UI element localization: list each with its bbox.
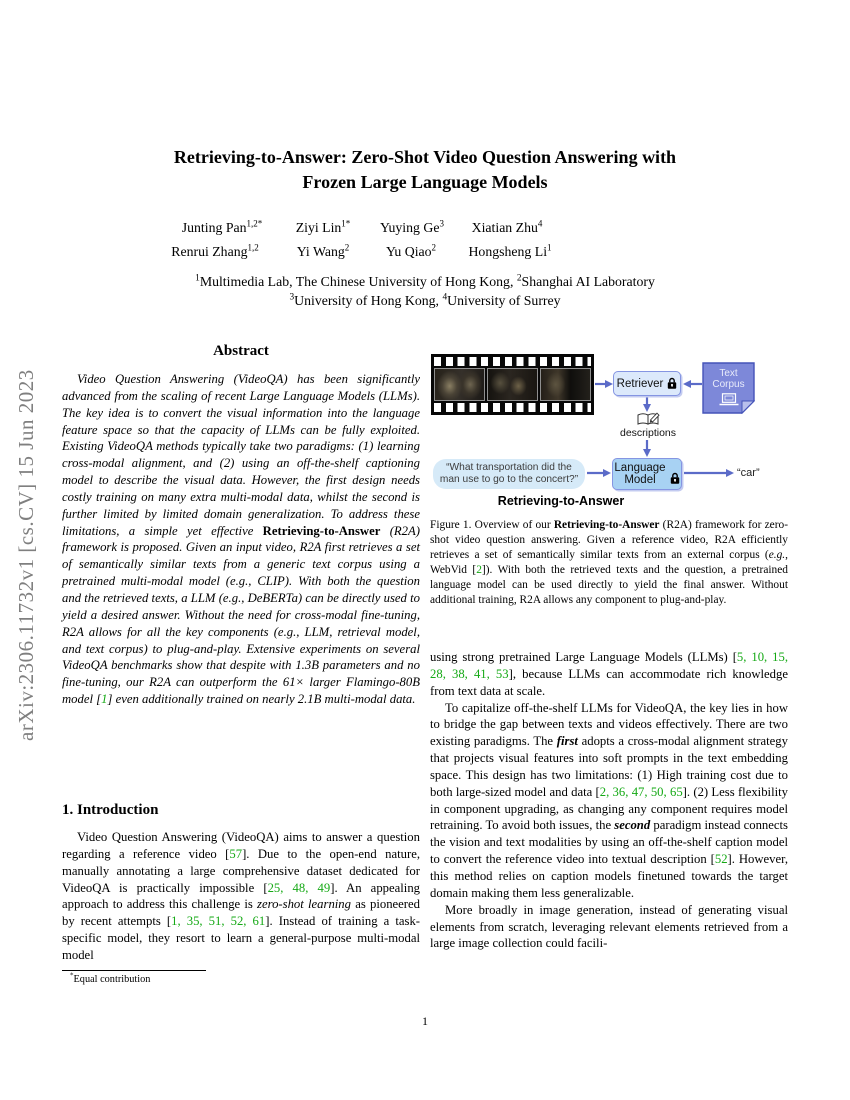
citation-link[interactable]: 52: [714, 852, 728, 867]
video-frame-2: [487, 368, 538, 401]
affiliations-line2: $^3$University of Hong Kong, $^4$University of Surrey: [289, 292, 561, 308]
intro-paragraph: Video Question Answering (VideoQA) aims to answer a question regarding a reference video [57]. Due to the open-end nature, manually annotating a large comprehensive dataset dedicated for VideoQA is practically impossible [25, 48, 49]. An appealing approach to address this challenge is zero-shot learning as pioneered by recent attempts [1, 35, 51, 52, 61]. Instead of training a task-specific model, they resort to learn a general-purpose multi-modal model: [62, 830, 421, 962]
arrow-corpus-to-retriever: [682, 379, 702, 389]
abstract-body: Video Question Answering (VideoQA) has been significantly advanced from the scaling of recent Large Language Models (LLMs). The key idea is to convert the visual information into the language feature space so that the capacity of LLMs can be fully exploited. Existing VideoQA methods typically take two paradigms: (1) learning cross-modal alignment, and (2) using an off-the-shelf captioning model to describe the visual data. However, the first design needs costly training on many extra multi-modal data, whilst the second is further limited by limited domain generalization. To address these limitations, a simple yet effective Retrieving-to-Answer (R2A) framework is proposed. Given an input video, R2A first retrieves a set of semantically similar texts from a generic text corpus using a pretrained multi-modal model (e.g., CLIP). With both the question and the retrieved texts, a LLM (e.g., DeBERTa) can be directly used to yield a desired answer. Without the need for cross-modal fine-tuning, R2A allows for all the key components (e.g., LLM, retrieval model, and text corpus) to plug-and-play. Extensive experiments on several VideoQA benchmarks show that despite with 1.3B parameters and no fine-tuning, our R2A can outperform the 61× larger Flamingo-80B model [1] even additionally trained on nearly 2.1B multi-modal data.: [62, 372, 420, 707]
language-model-box: [612, 458, 682, 490]
body-paragraph: To capitalize off-the-shelf LLMs for VideoQA, the key lies in how to bridge the gap between texts and videos effectively. There are two existing paradigms. The first adopts a cross-modal alignment strategy that projects visual features into soft prompts in the text embedding space. This design has two limitations: (1) High training cost due to both large-sized model and data [2, 36, 47, 50, 65]. (2) Less flexibility in component upgrading, as changing any component requires model retraining. To avoid both issues, the second paradigm instead connects the vision and text modalities by using an off-the-shelf caption model to convert the reference video into textual description [52]. However, this method relies on caption models finetuned towards the target domain making them less generalizable.: [430, 700, 789, 900]
author-name: Hongsheng Li$^1$: [468, 242, 552, 259]
question-line2: man use to go to the concert?”: [439, 474, 579, 485]
author-name: Yuying Ge$^3$: [380, 218, 444, 235]
film-sprocket-holes-top: [434, 357, 591, 366]
citation-link[interactable]: 2, 36, 47, 50, 65: [599, 784, 683, 799]
arxiv-stamp: arXiv:2306.11732v1 [cs.CV] 15 Jun 2023: [14, 369, 38, 741]
video-frame-3: [540, 368, 591, 401]
paper-title-line1: Retrieving-to-Answer: Zero-Shot Video Question Answering with: [173, 147, 677, 167]
author-name: Renrui Zhang$^{1,2}$: [171, 242, 259, 259]
diagram-title: Retrieving-to-Answer: [497, 494, 625, 508]
arrow-descriptions-to-lm: [642, 440, 652, 457]
right-column-body: [430, 649, 788, 952]
citation-link[interactable]: 25, 48, 49: [267, 880, 331, 895]
film-strip: [431, 354, 594, 415]
arrow-video-to-retriever: [595, 379, 613, 389]
text-corpus-label-line2: Corpus: [712, 379, 745, 390]
question-bubble: [433, 459, 585, 489]
figure-1-diagram: [430, 346, 790, 516]
abstract-heading: Abstract: [213, 343, 269, 359]
film-sprocket-holes-bottom: [434, 403, 591, 412]
video-frame-1: [434, 368, 485, 401]
page-number: 1: [422, 1014, 428, 1028]
lock-icon: [670, 472, 680, 485]
laptop-icon: [719, 393, 739, 406]
arrow-retriever-to-descriptions: [642, 397, 652, 412]
citation-link[interactable]: 1, 35, 51, 52, 61: [171, 914, 266, 929]
author-name: Junting Pan$^{1,2*}$: [181, 218, 263, 235]
descriptions-label: descriptions: [619, 427, 677, 439]
descriptions-icon: [636, 411, 660, 427]
text-corpus-label-line1: Text: [719, 368, 738, 379]
author-name: Yu Qiao$^2$: [385, 242, 437, 259]
section-heading-introduction: 1. Introduction: [62, 802, 159, 818]
paper-title: [70, 145, 780, 195]
lock-icon: [667, 377, 677, 390]
affiliations-line1: $^1$Multimedia Lab, The Chinese University of Hong Kong, $^2$Shanghai AI Laboratory: [195, 273, 655, 289]
retriever-box: [613, 371, 681, 396]
footnote-rule: [62, 970, 206, 971]
footnote-equal-contribution: *Equal contribution: [70, 971, 151, 985]
text-corpus-note: [702, 362, 755, 414]
paper-title-line2: Frozen Large Language Models: [302, 172, 548, 192]
citation-link[interactable]: 1: [101, 692, 108, 707]
arrow-lm-to-answer: [684, 468, 734, 478]
retriever-label: Retriever: [616, 377, 664, 390]
body-paragraph: using strong pretrained Large Language Models (LLMs) [5, 10, 15, 28, 38, 41, 53], because LLMs can accommodate rich knowledge from text data at scale.: [430, 650, 789, 698]
answer-text: “car”: [737, 467, 760, 479]
author-name: Ziyi Lin$^{1*}$: [295, 218, 351, 235]
language-model-label: Language Model: [614, 461, 666, 486]
question-line1: “What transportation did the: [446, 461, 572, 473]
citation-link[interactable]: 2: [476, 563, 482, 576]
author-name: Xiatian Zhu$^4$: [471, 218, 543, 235]
citation-link[interactable]: 5, 10, 15, 28, 38, 41, 53: [430, 650, 788, 681]
author-name: Yi Wang$^2$: [296, 242, 350, 259]
figure-caption: Figure 1. Overview of our Retrieving-to-Answer (R2A) framework for zero-shot video question answering. Given a reference video, R2A efficiently retrieves a set of semantically similar texts from an external corpus (e.g., WebVid [2]). With both the retrieved texts and the question, a pretrained language model can be used directly to yield the final answer. Without additional training, R2A allows any component to plug-and-play.: [430, 519, 788, 606]
citation-link[interactable]: 57: [229, 846, 243, 861]
arrow-question-to-lm: [587, 468, 611, 478]
body-paragraph: More broadly in image generation, instead of generating visual elements from scratch, leveraging relevant elements retrieved from a large image collection could facili-: [430, 902, 788, 951]
